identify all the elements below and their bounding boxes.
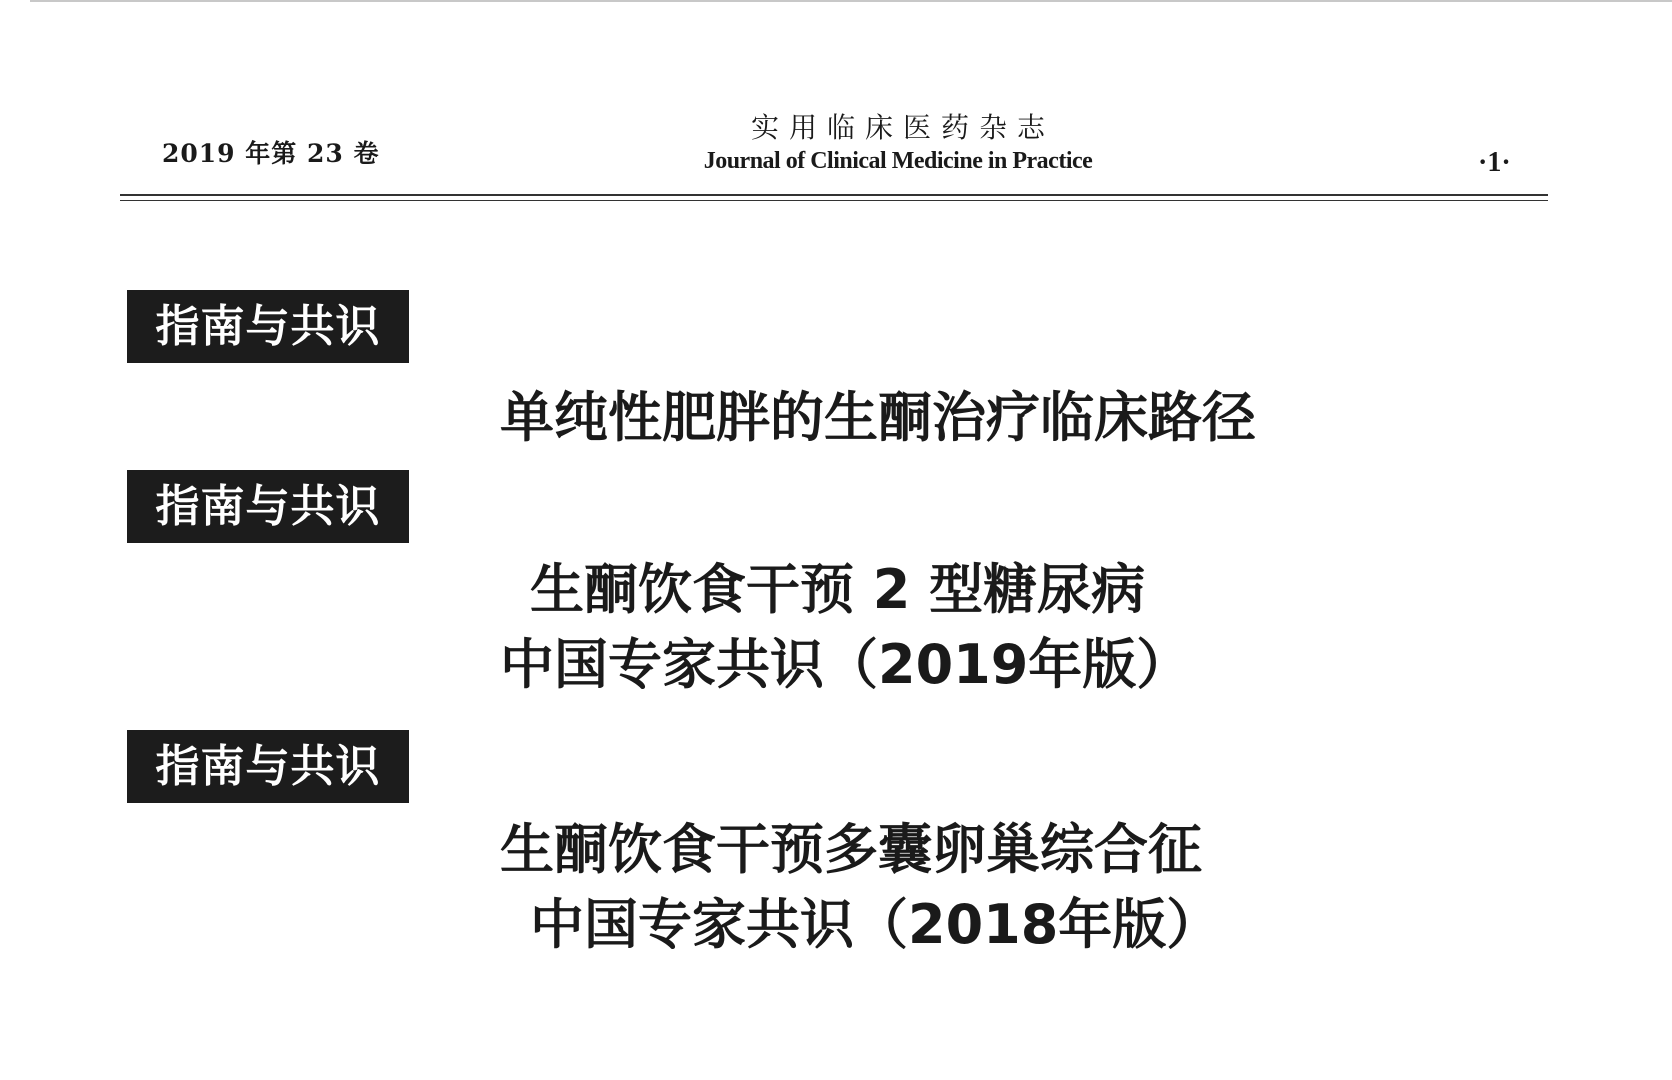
page-number: ·1· xyxy=(1478,147,1511,178)
page-top-edge xyxy=(30,0,1672,2)
journal-masthead xyxy=(704,110,1093,176)
journal-title-cn: 实用临床医药杂志 xyxy=(750,111,1056,144)
article-title-line: 生酮饮食干预 2 型糖尿病 xyxy=(530,558,1146,621)
article-title-line: 单纯性肥胖的生酮治疗临床路径 xyxy=(500,386,1256,449)
article-title-line: 中国专家共识（2019年版） xyxy=(500,633,1191,696)
header-rule-thin xyxy=(120,200,1548,201)
journal-volume: 2019 年第 23 卷 xyxy=(162,139,380,168)
header-rule-thick xyxy=(120,194,1548,196)
journal-title-en: Journal of Clinical Medicine in Practice xyxy=(703,148,1093,174)
section-tag: 指南与共识 xyxy=(127,730,409,803)
article-title-line: 中国专家共识（2018年版） xyxy=(530,893,1221,956)
section-tag: 指南与共识 xyxy=(127,470,409,543)
article-title-line: 生酮饮食干预多囊卵巢综合征 xyxy=(500,818,1202,881)
section-tag: 指南与共识 xyxy=(127,290,409,363)
